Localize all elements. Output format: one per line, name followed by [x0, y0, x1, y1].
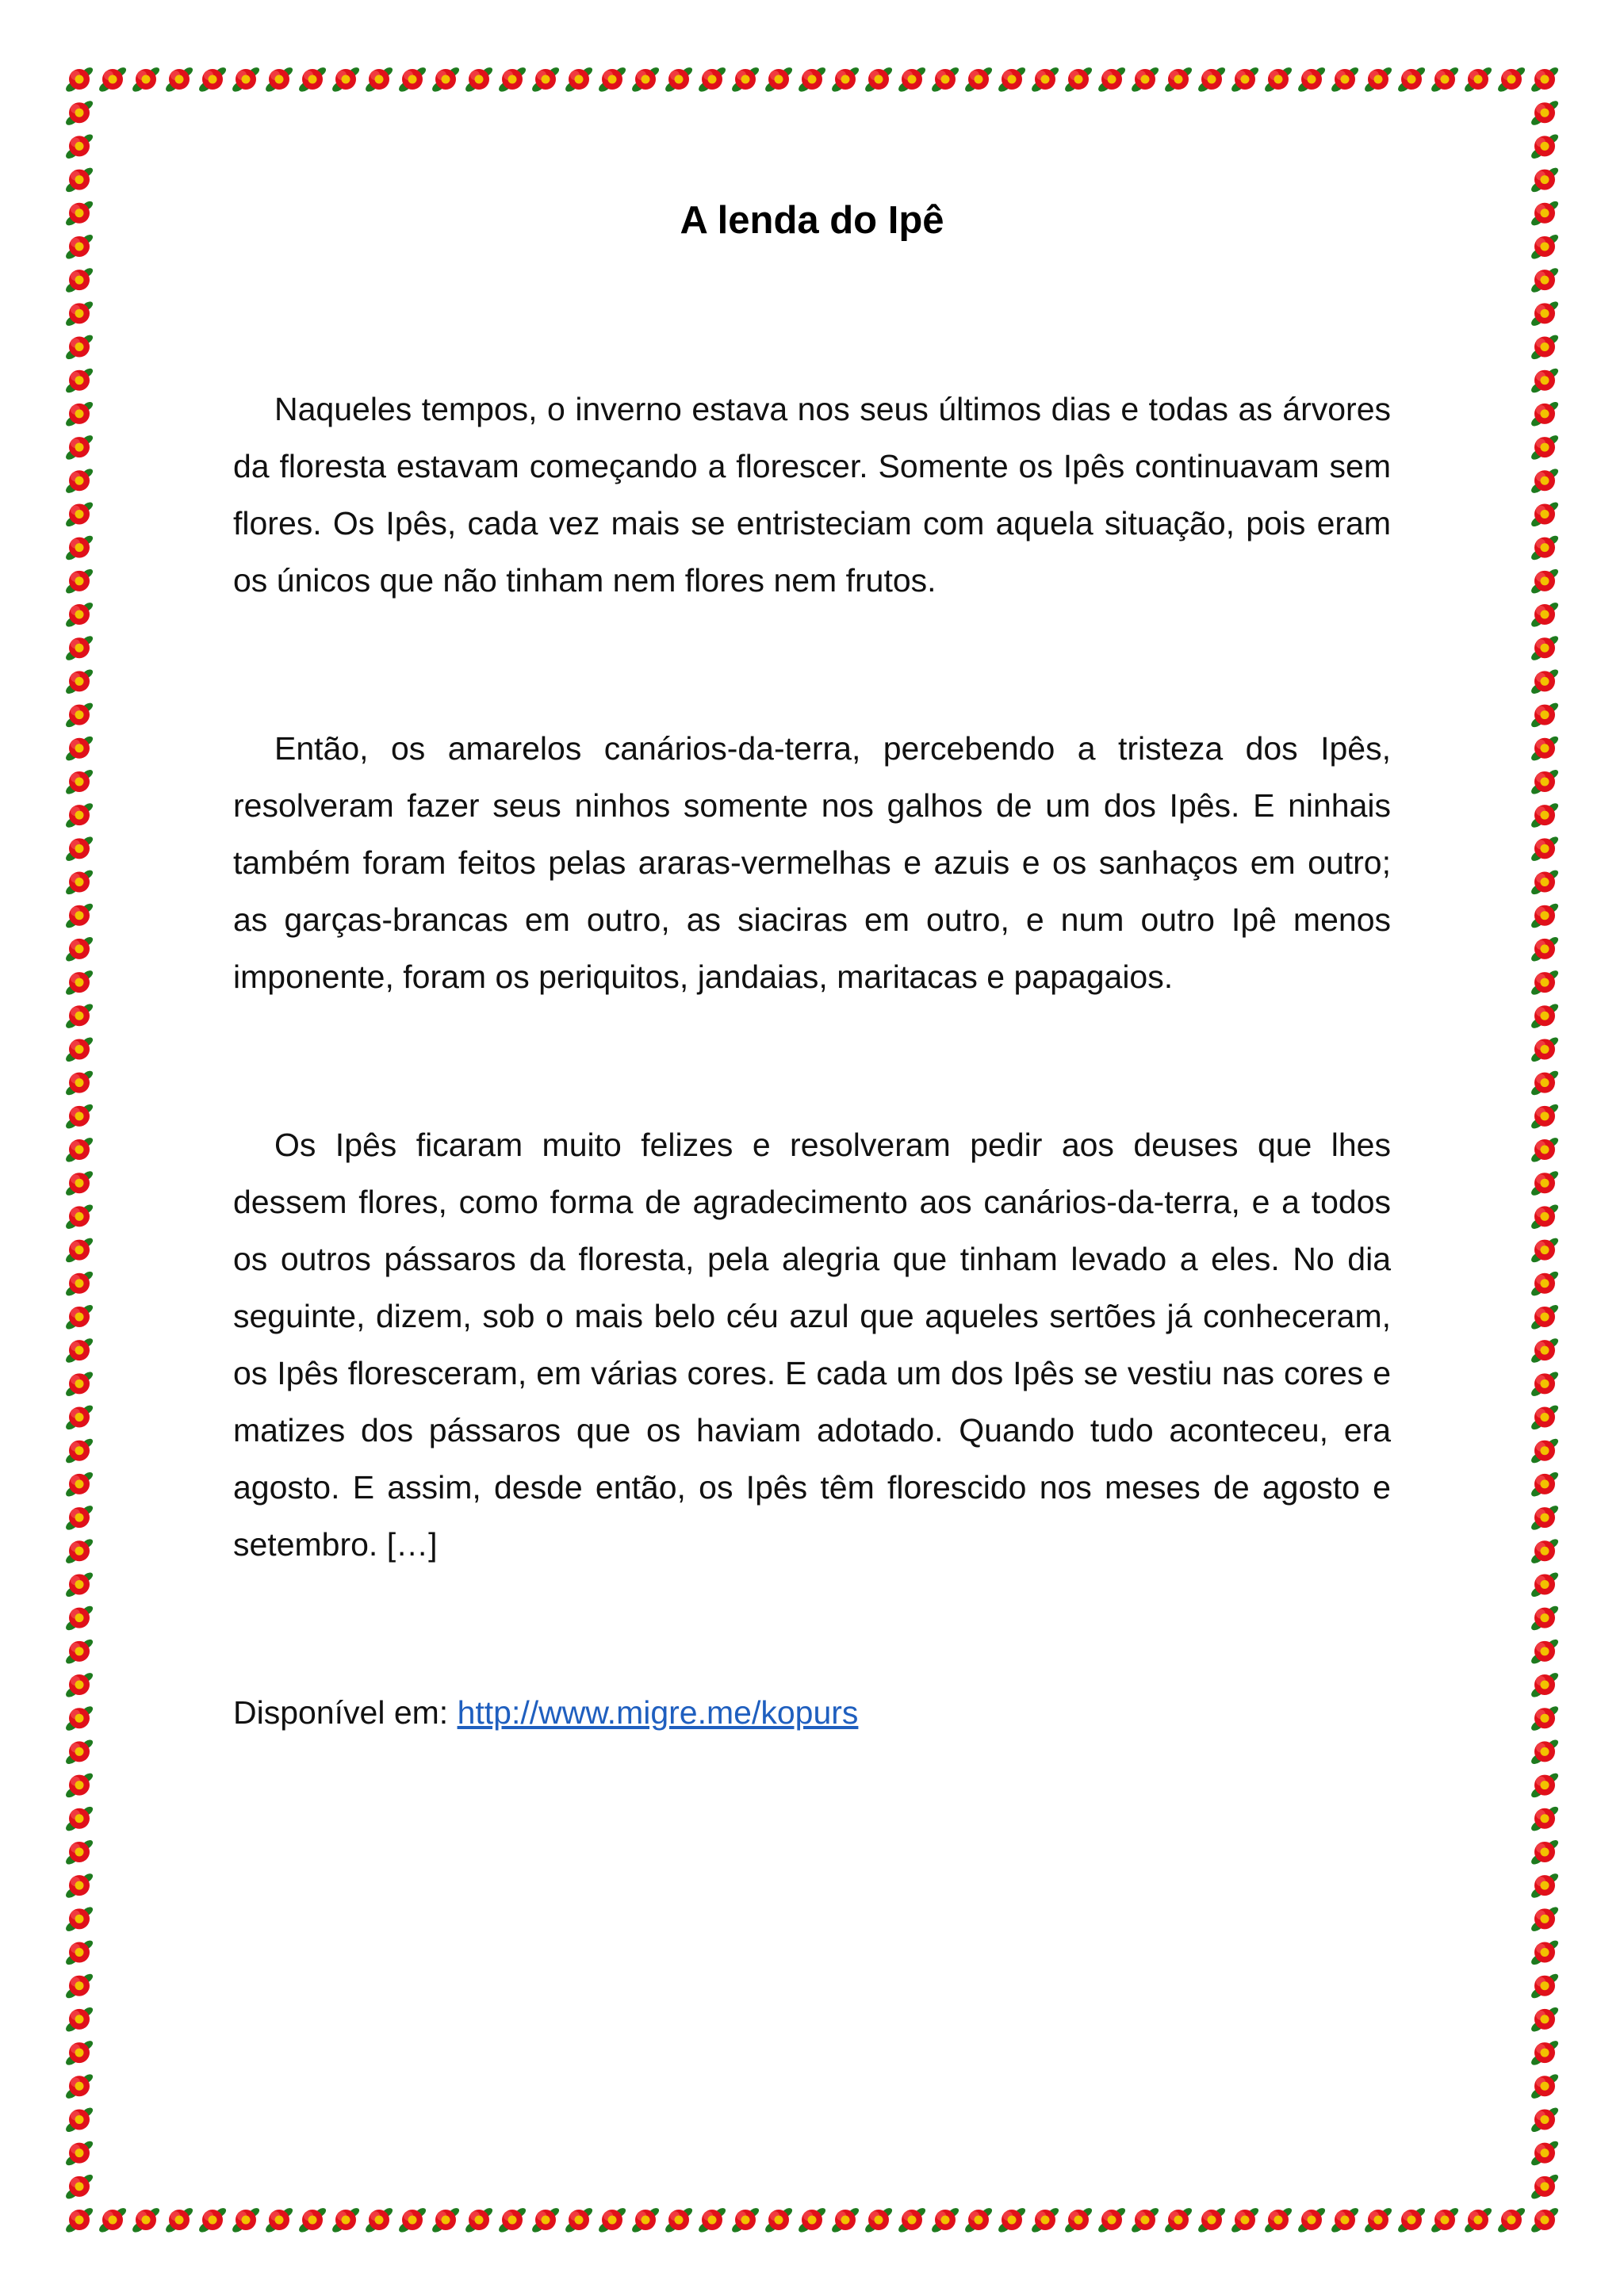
- source-link[interactable]: http://www.migre.me/kopurs: [457, 1694, 859, 1731]
- page-title: A lenda do Ipê: [680, 199, 944, 242]
- paragraph-1: Naqueles tempos, o inverno estava nos seus últimos dias e todas as árvores da floresta estavam começando a florescer. Somente os Ipês continuavam sem flores. Os Ipês, cada vez mais se entristeciam com aquela situação, pois eram os únicos que não tinham nem flores nem frutos.: [233, 391, 1391, 599]
- paragraph-2: Então, os amarelos canários-da-terra, percebendo a tristeza dos Ipês, resolveram fazer seus ninhos somente nos galhos de um dos Ipês. E ninhais também foram feitos pelas araras-vermelhas e azuis e os sanhaços em outro; as garças-brancas em outro, as siaciras em outro, e num outro Ipê menos imponente, foram os periquitos, jandaias, maritacas e papagaios.: [233, 730, 1391, 995]
- story-body: [233, 381, 1391, 1741]
- source-line: [233, 1684, 1391, 1741]
- source-label: Disponível em:: [233, 1694, 458, 1731]
- paragraph-3: Os Ipês ficaram muito felizes e resolveram pedir aos deuses que lhes dessem flores, como forma de agradecimento aos canários-da-terra, e a todos os outros pássaros da floresta, pela alegria que tinham levado a eles. No dia seguinte, dizem, sob o mais belo céu azul que aqueles sertões já conheceram, os Ipês floresceram, em várias cores. E cada um dos Ipês se vestiu nas cores e matizes dos pássaros que os haviam adotado. Quando tudo aconteceu, era agosto. E assim, desde então, os Ipês têm florescido nos meses de agosto e setembro. […]: [233, 1127, 1391, 1563]
